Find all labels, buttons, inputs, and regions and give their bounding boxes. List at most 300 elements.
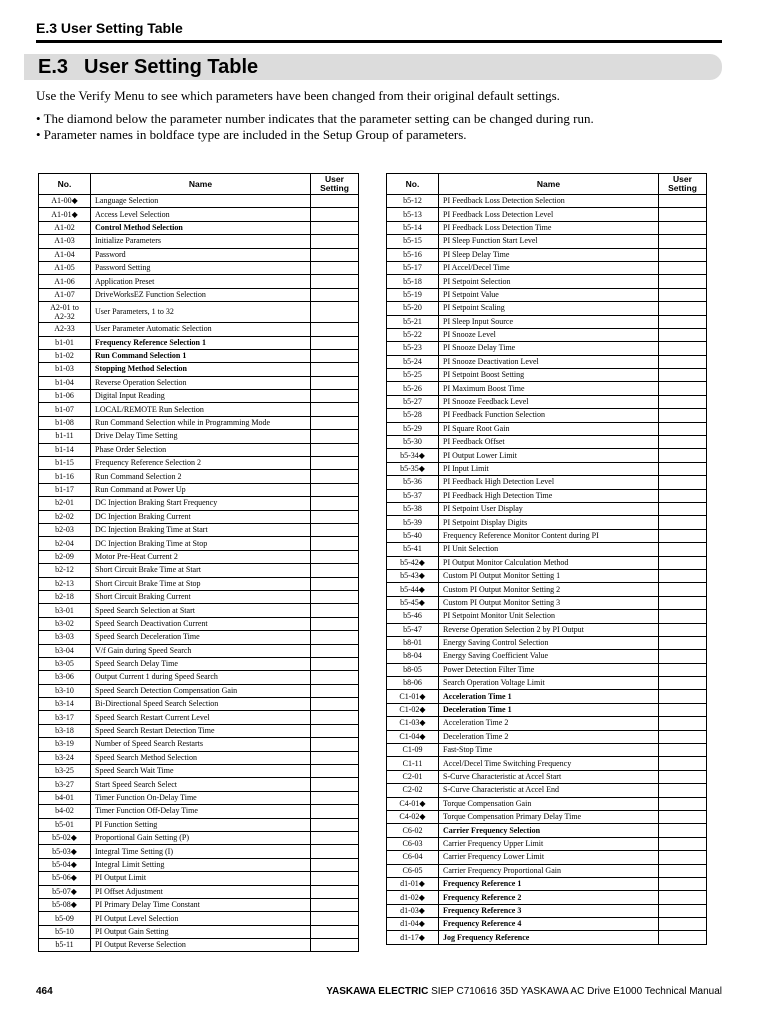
parameter-name: PI Feedback High Detection Time: [439, 489, 659, 502]
column-header-name: Name: [91, 174, 311, 195]
user-setting-cell[interactable]: [311, 912, 359, 925]
parameter-number: b5-01: [39, 818, 91, 831]
parameter-number: b5-12: [387, 195, 439, 208]
user-setting-cell[interactable]: [659, 596, 707, 609]
user-setting-cell[interactable]: [659, 516, 707, 529]
user-setting-cell[interactable]: [659, 543, 707, 556]
parameter-number: b2-12: [39, 564, 91, 577]
user-setting-cell[interactable]: [659, 650, 707, 663]
footer-doc-title: SIEP C710616 35D YASKAWA AC Drive E1000 Technical Manual: [428, 986, 722, 997]
parameter-number: b2-02: [39, 510, 91, 523]
parameter-name: Password Setting: [91, 261, 311, 274]
table-row: [387, 784, 707, 797]
table-row: [387, 261, 707, 274]
parameter-number: d1-02◆: [387, 891, 439, 904]
parameter-number: C1-03◆: [387, 717, 439, 730]
user-setting-cell[interactable]: [311, 751, 359, 764]
table-row: [39, 684, 359, 697]
parameter-name: Password: [91, 248, 311, 261]
parameter-number: b5-43◆: [387, 569, 439, 582]
table-row: [39, 430, 359, 443]
parameter-name: PI Offset Adjustment: [91, 885, 311, 898]
parameter-number: b5-26: [387, 382, 439, 395]
parameter-name: Carrier Frequency Selection: [439, 824, 659, 837]
user-setting-cell[interactable]: [659, 904, 707, 917]
table-row: [39, 336, 359, 349]
parameter-number: C1-02◆: [387, 703, 439, 716]
table-row: [39, 208, 359, 221]
user-setting-cell[interactable]: [311, 791, 359, 804]
user-setting-cell[interactable]: [659, 195, 707, 208]
parameter-name: V/f Gain during Speed Search: [91, 644, 311, 657]
user-setting-cell[interactable]: [659, 248, 707, 261]
parameter-number: b5-22: [387, 328, 439, 341]
user-setting-cell[interactable]: [311, 617, 359, 630]
parameter-table-right: [386, 173, 707, 945]
user-setting-cell[interactable]: [659, 851, 707, 864]
parameter-name: Frequency Reference 2: [439, 891, 659, 904]
parameter-name: DC Injection Braking Start Frequency: [91, 497, 311, 510]
user-setting-cell[interactable]: [311, 235, 359, 248]
parameter-name: PI Output Lower Limit: [439, 449, 659, 462]
user-setting-cell[interactable]: [311, 657, 359, 670]
parameter-number: C2-01: [387, 770, 439, 783]
table-row: [39, 791, 359, 804]
parameter-number: [39, 302, 91, 323]
user-setting-cell[interactable]: [311, 416, 359, 429]
user-setting-cell[interactable]: [659, 770, 707, 783]
user-setting-cell[interactable]: [311, 564, 359, 577]
user-setting-cell[interactable]: [659, 355, 707, 368]
user-setting-cell[interactable]: [659, 824, 707, 837]
user-setting-cell[interactable]: [311, 349, 359, 362]
user-setting-cell[interactable]: [659, 462, 707, 475]
parameter-number: d1-01◆: [387, 877, 439, 890]
user-setting-cell[interactable]: [659, 275, 707, 288]
table-row: [39, 376, 359, 389]
parameter-name: Acceleration Time 1: [439, 690, 659, 703]
parameter-name: PI Sleep Delay Time: [439, 248, 659, 261]
user-setting-cell[interactable]: [659, 529, 707, 542]
parameter-number: b5-08◆: [39, 898, 91, 911]
parameter-number: b5-34◆: [387, 449, 439, 462]
user-setting-cell[interactable]: [659, 663, 707, 676]
parameter-number: b5-14: [387, 221, 439, 234]
user-setting-cell[interactable]: [659, 235, 707, 248]
user-setting-cell[interactable]: [659, 449, 707, 462]
column-header-user-setting: [311, 174, 359, 195]
table-row: [39, 831, 359, 844]
user-setting-cell[interactable]: [311, 510, 359, 523]
parameter-number: A2-33: [39, 323, 91, 336]
table-row: [387, 529, 707, 542]
parameter-name: PI Function Setting: [91, 818, 311, 831]
user-setting-cell[interactable]: [659, 395, 707, 408]
parameter-name: Reverse Operation Selection: [91, 376, 311, 389]
user-setting-cell[interactable]: [311, 376, 359, 389]
user-setting-cell[interactable]: [311, 738, 359, 751]
parameter-name: PI Feedback Function Selection: [439, 409, 659, 422]
table-row: [387, 636, 707, 649]
table-row: [387, 275, 707, 288]
table-row: [387, 770, 707, 783]
parameter-name: Speed Search Restart Current Level: [91, 711, 311, 724]
table-row: [39, 403, 359, 416]
parameter-number: b5-17: [387, 261, 439, 274]
table-row: [39, 221, 359, 234]
parameter-number: b2-18: [39, 590, 91, 603]
parameter-number: C1-04◆: [387, 730, 439, 743]
user-setting-cell[interactable]: [659, 717, 707, 730]
user-setting-cell[interactable]: [311, 831, 359, 844]
parameter-name: Search Operation Voltage Limit: [439, 677, 659, 690]
user-setting-cell[interactable]: [659, 328, 707, 341]
parameter-name: Proportional Gain Setting (P): [91, 831, 311, 844]
header-setting-label: Setting: [320, 183, 349, 193]
user-setting-cell[interactable]: [311, 684, 359, 697]
table-row: [387, 328, 707, 341]
parameter-name: Short Circuit Braking Current: [91, 590, 311, 603]
parameter-number: A1-05: [39, 261, 91, 274]
page-title: [38, 54, 258, 80]
user-setting-cell[interactable]: [311, 631, 359, 644]
user-setting-cell[interactable]: [659, 288, 707, 301]
parameter-number: b3-01: [39, 604, 91, 617]
table-row: [387, 556, 707, 569]
parameter-number: b5-45◆: [387, 596, 439, 609]
parameter-number: C6-05: [387, 864, 439, 877]
table-row: [387, 436, 707, 449]
parameter-name: Frequency Reference 1: [439, 877, 659, 890]
footer-document-info: [326, 986, 722, 997]
user-setting-cell[interactable]: [311, 925, 359, 938]
page-number: 464: [36, 986, 53, 997]
table-row: [39, 724, 359, 737]
table-row: [387, 369, 707, 382]
parameter-number: b5-04◆: [39, 858, 91, 871]
user-setting-cell[interactable]: [311, 711, 359, 724]
table-row: [387, 195, 707, 208]
table-row: [387, 489, 707, 502]
parameter-number: b5-25: [387, 369, 439, 382]
parameter-number: b8-06: [387, 677, 439, 690]
user-setting-cell[interactable]: [659, 623, 707, 636]
user-setting-cell[interactable]: [311, 818, 359, 831]
user-setting-cell[interactable]: [311, 430, 359, 443]
parameter-name: PI Feedback High Detection Level: [439, 476, 659, 489]
parameter-number: b5-07◆: [39, 885, 91, 898]
table-row: [387, 502, 707, 515]
parameter-number: b2-13: [39, 577, 91, 590]
user-setting-cell[interactable]: [659, 369, 707, 382]
footer-brand: YASKAWA ELECTRIC: [326, 986, 429, 997]
table-row: [387, 918, 707, 931]
table-row: [39, 711, 359, 724]
user-setting-cell[interactable]: [659, 208, 707, 221]
parameter-number: C6-02: [387, 824, 439, 837]
user-setting-cell[interactable]: [659, 610, 707, 623]
table-row: [387, 248, 707, 261]
user-setting-cell[interactable]: [311, 604, 359, 617]
parameter-name: PI Feedback Loss Detection Selection: [439, 195, 659, 208]
table-row: [39, 510, 359, 523]
table-row: [39, 248, 359, 261]
bullet-list: [36, 111, 594, 143]
user-setting-cell[interactable]: [659, 677, 707, 690]
user-setting-cell[interactable]: [311, 885, 359, 898]
parameter-number: b1-07: [39, 403, 91, 416]
table-row: [39, 323, 359, 336]
parameter-name: PI Output Gain Setting: [91, 925, 311, 938]
user-setting-cell[interactable]: [659, 690, 707, 703]
parameter-number: b3-19: [39, 738, 91, 751]
parameter-number: b5-37: [387, 489, 439, 502]
user-setting-cell[interactable]: [311, 221, 359, 234]
user-setting-cell[interactable]: [659, 864, 707, 877]
user-setting-cell[interactable]: [311, 497, 359, 510]
table-row: [39, 564, 359, 577]
parameter-name: Run Command Selection while in Programming Mode: [91, 416, 311, 429]
user-setting-cell[interactable]: [659, 891, 707, 904]
table-row: [387, 382, 707, 395]
user-setting-cell[interactable]: [311, 363, 359, 376]
parameter-name: PI Setpoint Selection: [439, 275, 659, 288]
user-setting-cell[interactable]: [311, 443, 359, 456]
table-row: [39, 657, 359, 670]
table-row: [39, 885, 359, 898]
table-row: [39, 751, 359, 764]
parameter-name: Accel/Decel Time Switching Frequency: [439, 757, 659, 770]
user-setting-cell[interactable]: [659, 302, 707, 315]
parameter-number-line: A2-01 to: [50, 303, 79, 313]
parameter-number: C4-02◆: [387, 810, 439, 823]
user-setting-cell[interactable]: [659, 918, 707, 931]
user-setting-cell[interactable]: [311, 858, 359, 871]
user-setting-cell[interactable]: [659, 436, 707, 449]
parameter-number: b2-03: [39, 523, 91, 536]
parameter-name: Short Circuit Brake Time at Start: [91, 564, 311, 577]
parameter-name: Run Command at Power Up: [91, 483, 311, 496]
user-setting-cell[interactable]: [659, 342, 707, 355]
table-row: [39, 195, 359, 208]
parameter-number: b5-41: [387, 543, 439, 556]
user-setting-cell[interactable]: [311, 248, 359, 261]
parameter-name: PI Square Root Gain: [439, 422, 659, 435]
parameter-name: PI Output Reverse Selection: [91, 939, 311, 952]
parameter-name: PI Snooze Level: [439, 328, 659, 341]
table-row: [387, 931, 707, 944]
parameter-name: Frequency Reference 3: [439, 904, 659, 917]
parameter-number-line: A2-32: [54, 312, 75, 322]
parameter-number: b5-19: [387, 288, 439, 301]
parameter-number: b5-35◆: [387, 462, 439, 475]
user-setting-cell[interactable]: [311, 698, 359, 711]
user-setting-cell[interactable]: [311, 483, 359, 496]
parameter-number: b1-06: [39, 390, 91, 403]
parameter-name: Custom PI Output Monitor Setting 2: [439, 583, 659, 596]
table-row: [387, 288, 707, 301]
user-setting-cell[interactable]: [311, 590, 359, 603]
user-setting-cell[interactable]: [311, 644, 359, 657]
user-setting-cell[interactable]: [311, 390, 359, 403]
user-setting-cell[interactable]: [311, 898, 359, 911]
parameter-name: PI Feedback Loss Detection Time: [439, 221, 659, 234]
user-setting-cell[interactable]: [659, 569, 707, 582]
user-setting-cell[interactable]: [659, 757, 707, 770]
parameter-number: b8-05: [387, 663, 439, 676]
user-setting-cell[interactable]: [311, 470, 359, 483]
user-setting-cell[interactable]: [659, 221, 707, 234]
table-row: [387, 877, 707, 890]
parameter-number: b1-04: [39, 376, 91, 389]
table-row: [387, 757, 707, 770]
parameter-number: b5-09: [39, 912, 91, 925]
table-row: [387, 730, 707, 743]
user-setting-cell[interactable]: [311, 208, 359, 221]
user-setting-cell[interactable]: [659, 476, 707, 489]
parameter-number: b5-27: [387, 395, 439, 408]
user-setting-cell[interactable]: [311, 195, 359, 208]
parameter-number: A1-01◆: [39, 208, 91, 221]
table-row: [387, 744, 707, 757]
parameter-number: b8-04: [387, 650, 439, 663]
parameter-number: b2-09: [39, 550, 91, 563]
user-setting-cell[interactable]: [311, 288, 359, 301]
parameter-number: b3-04: [39, 644, 91, 657]
user-setting-cell[interactable]: [659, 931, 707, 944]
table-row: [39, 644, 359, 657]
user-setting-cell[interactable]: [311, 336, 359, 349]
user-setting-cell[interactable]: [311, 323, 359, 336]
table-row: [39, 765, 359, 778]
parameter-number: b3-18: [39, 724, 91, 737]
intro-paragraph: Use the Verify Menu to see which parameters have been changed from their original default settings.: [36, 88, 560, 103]
user-setting-cell[interactable]: [311, 261, 359, 274]
parameter-name: Stopping Method Selection: [91, 363, 311, 376]
parameter-name: Speed Search Wait Time: [91, 765, 311, 778]
parameter-number: b5-44◆: [387, 583, 439, 596]
user-setting-cell[interactable]: [659, 409, 707, 422]
user-setting-cell[interactable]: [659, 810, 707, 823]
parameter-number: b2-01: [39, 497, 91, 510]
table-row: [39, 275, 359, 288]
parameter-number: b5-24: [387, 355, 439, 368]
table-row: [387, 797, 707, 810]
user-setting-cell[interactable]: [659, 382, 707, 395]
parameter-name: Start Speed Search Select: [91, 778, 311, 791]
user-setting-cell[interactable]: [659, 315, 707, 328]
user-setting-cell[interactable]: [311, 550, 359, 563]
parameter-number: b5-18: [387, 275, 439, 288]
table-row: [39, 671, 359, 684]
parameter-number: b5-46: [387, 610, 439, 623]
user-setting-cell[interactable]: [311, 765, 359, 778]
user-setting-cell[interactable]: [311, 778, 359, 791]
user-setting-cell[interactable]: [311, 724, 359, 737]
parameter-name: Speed Search Method Selection: [91, 751, 311, 764]
user-setting-cell[interactable]: [659, 837, 707, 850]
user-setting-cell[interactable]: [659, 502, 707, 515]
user-setting-cell[interactable]: [311, 577, 359, 590]
parameter-name: Timer Function Off-Delay Time: [91, 805, 311, 818]
parameter-name: Application Preset: [91, 275, 311, 288]
parameter-name: PI Setpoint Value: [439, 288, 659, 301]
table-row: [387, 449, 707, 462]
table-row: [387, 610, 707, 623]
parameter-name: DC Injection Braking Current: [91, 510, 311, 523]
parameter-name: PI Setpoint Monitor Unit Selection: [439, 610, 659, 623]
parameter-number: b5-02◆: [39, 831, 91, 844]
table-row: [39, 349, 359, 362]
user-setting-cell[interactable]: [311, 872, 359, 885]
parameter-number: A1-03: [39, 235, 91, 248]
parameter-name: Bi-Directional Speed Search Selection: [91, 698, 311, 711]
table-row: [387, 516, 707, 529]
parameter-name: PI Accel/Decel Time: [439, 261, 659, 274]
table-row: [387, 596, 707, 609]
parameter-name: Initialize Parameters: [91, 235, 311, 248]
user-setting-cell[interactable]: [659, 422, 707, 435]
user-setting-cell[interactable]: [311, 457, 359, 470]
user-setting-cell[interactable]: [659, 744, 707, 757]
parameter-name: PI Output Monitor Calculation Method: [439, 556, 659, 569]
table-row: [39, 390, 359, 403]
parameter-number: A1-02: [39, 221, 91, 234]
parameter-number: C1-09: [387, 744, 439, 757]
user-setting-cell[interactable]: [659, 784, 707, 797]
user-setting-cell[interactable]: [659, 797, 707, 810]
user-setting-cell[interactable]: [659, 636, 707, 649]
user-setting-cell[interactable]: [659, 877, 707, 890]
table-row: [39, 898, 359, 911]
user-setting-cell[interactable]: [659, 556, 707, 569]
table-row: [387, 342, 707, 355]
table-row: [387, 235, 707, 248]
user-setting-cell[interactable]: [311, 805, 359, 818]
parameter-number: b5-10: [39, 925, 91, 938]
parameter-name: DC Injection Braking Time at Start: [91, 523, 311, 536]
user-setting-cell[interactable]: [311, 671, 359, 684]
user-setting-cell[interactable]: [659, 703, 707, 716]
parameter-name: Drive Delay Time Setting: [91, 430, 311, 443]
parameter-number: b5-36: [387, 476, 439, 489]
user-setting-cell[interactable]: [311, 275, 359, 288]
table-row: [387, 409, 707, 422]
table-row: [387, 315, 707, 328]
title-section-number: E.3: [38, 56, 69, 78]
user-setting-cell[interactable]: [311, 523, 359, 536]
user-setting-cell[interactable]: [659, 583, 707, 596]
parameter-name: Carrier Frequency Lower Limit: [439, 851, 659, 864]
user-setting-cell[interactable]: [659, 730, 707, 743]
user-setting-cell[interactable]: [311, 845, 359, 858]
user-setting-cell[interactable]: [659, 489, 707, 502]
parameter-number: C6-03: [387, 837, 439, 850]
user-setting-cell[interactable]: [311, 403, 359, 416]
parameter-number: b3-14: [39, 698, 91, 711]
user-setting-cell[interactable]: [659, 261, 707, 274]
table-row: [387, 422, 707, 435]
table-row: [387, 543, 707, 556]
parameter-name: PI Sleep Function Start Level: [439, 235, 659, 248]
user-setting-cell[interactable]: [311, 302, 359, 323]
user-setting-cell[interactable]: [311, 939, 359, 952]
table-row: [39, 288, 359, 301]
table-row: [387, 650, 707, 663]
parameter-number: b3-05: [39, 657, 91, 670]
parameter-name: Fast-Stop Time: [439, 744, 659, 757]
user-setting-cell[interactable]: [311, 537, 359, 550]
